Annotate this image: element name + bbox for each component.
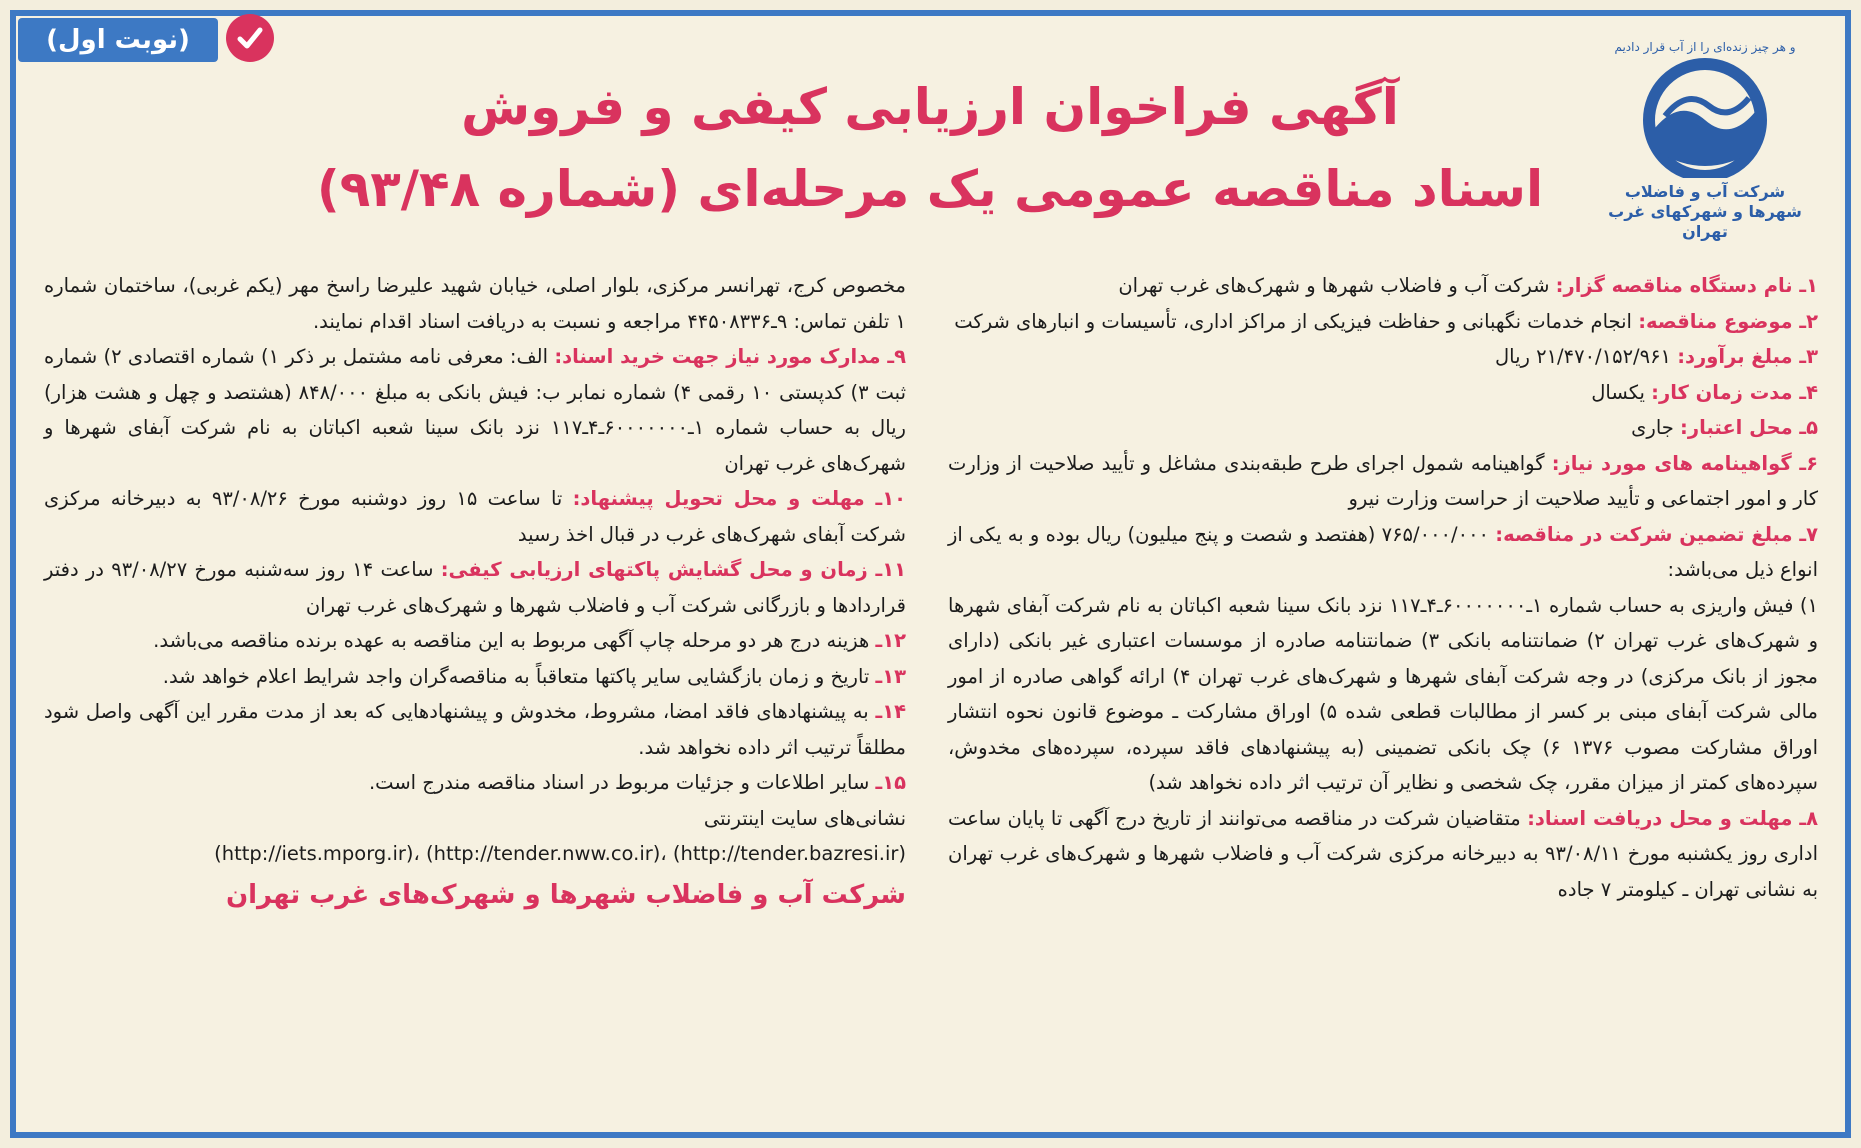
water-drop-icon <box>1625 58 1785 178</box>
left-column <box>44 268 906 913</box>
item-6: ۶ـ گواهینامه های مورد نیاز: گواهینامه شمول اجرای طرح طبقه‌بندی مشاغل و تأیید صلاحیت از وزارت کار و امور اجتماعی و تأیید صلاحیت از حراست وزارت نیرو <box>948 451 1818 510</box>
item-7: ۷ـ مبلغ تضمین شرکت در مناقصه: ۷۶۵/۰۰۰/۰۰۰ (هفتصد و شصت و پنج میلیون) ریال بوده و به یکی از انواع ذیل می‌باشد: <box>948 522 1819 581</box>
sites-label: نشانی‌های سایت اینترنتی <box>703 806 906 830</box>
title-line-1: آگهی فراخوان ارزیابی کیفی و فروش <box>461 78 1399 136</box>
logo-name-1: شرکت آب و فاضلاب <box>1624 182 1786 201</box>
item-14: ۱۴ـ به پیشنهادهای فاقد امضا، مشروط، مخدوش و پیشنهادهایی که بعد از مدت مقرر این آگهی واصل شود مطلقاً ترتیب اثر داده نخواهد شد. <box>44 700 906 759</box>
item-3: ۳ـ مبلغ برآورد: ۲۱/۴۷۰/۱۵۲/۹۶۱ ریال <box>1494 345 1818 368</box>
title-line-2: اسناد مناقصه عمومی یک مرحله‌ای (شماره ۹۳/۴۸) <box>316 160 1544 218</box>
edition-badge: (نوبت اول) <box>18 18 218 62</box>
item-9: ۹ـ مدارک مورد نیاز جهت خرید اسناد: الف: معرفی نامه مشتمل بر ذکر ۱) شماره اقتصادی ۲) شماره ثبت ۳) کدپستی ۱۰ رقمی ۴) شماره نمابر ب: فیش بانکی به مبلغ ۸۴۸/۰۰۰ (هشتصد و چهل و هشت هزار) ریال به حساب شماره ۱ـ۶۰۰۰۰۰۰۰ـ۴ـ۱۱۷ نزد بانک سینا شعبه اکباتان به نام شرکت آبفای شهرها و شهرک‌های غرب تهران <box>44 345 906 475</box>
item-5: ۵ـ محل اعتبار: جاری <box>1631 416 1818 439</box>
sites-links[interactable]: (http://iets.mporg.ir)، (http://tender.nww.co.ir)، (http://tender.bazresi.ir) <box>214 842 906 865</box>
right-column <box>948 268 1818 907</box>
company-signature: شرکت آب و فاضلاب شهرها و شهرک‌های غرب تهران <box>225 879 906 910</box>
item-2: ۲ـ موضوع مناقصه: انجام خدمات نگهبانی و حفاظت فیزیکی از مراکز اداری، تأسیسات و انبارهای شرکت <box>954 309 1818 333</box>
item-11: ۱۱ـ زمان و محل گشایش پاکتهای ارزیابی کیفی: ساعت ۱۴ روز سه‌شنبه مورخ ۹۳/۰۸/۲۷ در دفتر قراردادها و بازرگانی شرکت آب و فاضلاب شهرها و شهرک‌های غرب تهران <box>44 558 906 617</box>
item-13: ۱۳ـ تاریخ و زمان بازگشایی سایر پاکتها متعاقباً به مناقصه‌گران واجد شرایط اعلام خواهد شد. <box>162 664 906 688</box>
item-12: ۱۲ـ هزینه درج هر دو مرحله چاپ آگهی مربوط به این مناقصه به عهده برنده مناقصه می‌باشد. <box>153 629 906 652</box>
logo-arc-text: و هر چیز زنده‌ای را از آب قرار دادیم <box>1614 40 1796 54</box>
item-1: ۱ـ نام دستگاه مناقصه گزار: شرکت آب و فاضلاب شهرها و شهرک‌های غرب تهران <box>1118 274 1818 297</box>
item-8: ۸ـ مهلت و محل دریافت اسناد: متقاضیان شرکت در مناقصه می‌توانند از تاریخ درج آگهی تا پایان ساعت اداری روز یکشنبه مورخ ۹۳/۰۸/۱۱ به دبیرخانه مرکزی شرکت آب و فاضلاب شهرها و شهرک‌های غرب تهران به نشانی تهران ـ کیلومتر ۷ جاده <box>948 806 1819 901</box>
item-4: ۴ـ مدت زمان کار: یکسال <box>1591 380 1818 404</box>
company-logo <box>1590 40 1820 250</box>
logo-name-2: شهرها و شهرکهای غرب تهران <box>1608 202 1802 241</box>
item-10: ۱۰ـ مهلت و محل تحویل پیشنهاد: تا ساعت ۱۵ روز دوشنبه مورخ ۹۳/۰۸/۲۶ به دبیرخانه مرکزی شرکت آبفای شهرک‌های غرب در قبال اخذ رسید <box>44 487 907 546</box>
item-15: ۱۵ـ سایر اطلاعات و جزئیات مربوط در اسناد مناقصه مندرج است. <box>368 771 906 794</box>
item-7-detail: ۱) فیش واریزی به حساب شماره ۱ـ۶۰۰۰۰۰۰۰ـ۴ـ۱۱۷ نزد بانک سینا شعبه اکباتان به نام شرکت آبفای شهرها و شهرک‌های غرب تهران ۲) ضمانتنامه بانکی ۳) ضمانتنامه صادره از موسسات اعتباری غیر بانکی (دارای مجوز از بانک مرکزی) در وجه شرکت آبفای شهرها و شهرک‌های غرب تهران ۴) ارائه گواهی صادره از امور مالی شرکت آبفای مبنی بر کسر از مطالبات قطعی شده ۵) اوراق مشارکت ـ موضوع قانون نحوه انتشار اوراق مشارکت مصوب ۱۳۷۶ ۶) چک بانکی تضمینی (به پیشنهادهای فاقد سپرده، سپرده‌های مخدوش، سپرده‌های کمتر از میزان مقرر، چک شخصی و نظایر آن ترتیب اثر داده نخواهد شد) <box>948 593 1818 794</box>
item-8-cont: مخصوص کرج، تهرانسر مرکزی، بلوار اصلی، خیابان شهید علیرضا راسخ مهر (یکم غربی)، ساختمان شماره ۱ تلفن تماس: ۹ـ۴۴۵۰۸۳۳۶ مراجعه و نسبت به دریافت اسناد اقدام نمایند. <box>44 274 906 333</box>
check-icon <box>226 14 274 62</box>
